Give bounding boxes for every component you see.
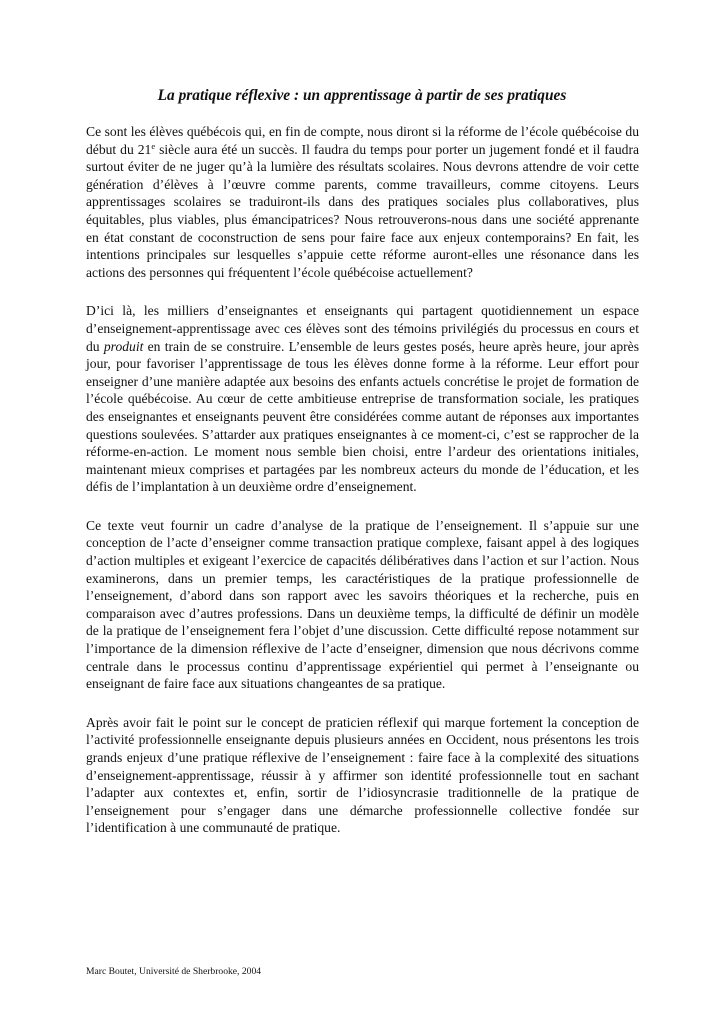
document-title: La pratique réflexive : un apprentissage à partir de ses pratiques (157, 87, 567, 104)
paragraph-2 (86, 302, 639, 496)
paragraph-2-text-start: D’ici là, les milliers d’enseignantes et enseignants qui partagent quotidiennement un espace d’enseignement-apprentissage avec ces élèves sont des témoins privilégiés du processus en cours et du (86, 303, 639, 354)
paragraph-1-text-start: Ce sont les élèves québécois qui, en fin de compte, nous diront si la réforme de l’école québécoise du début du 21 (86, 124, 639, 157)
century-superscript: e (151, 140, 156, 151)
paragraph-2-text-end: en train de se construire. L’ensemble de leurs gestes posés, heure après heure, jour après jour, pour favoriser l’apprentissage de tous les élèves donne forme à la réforme. Leur effort pour enseigner d’une manière adaptée aux besoins des enfants actuels concrétise le projet de formation de l’école québécoise. Au cœur de cette ambitieuse entreprise de transformation sociale, les pratiques des enseignantes et enseignants peuvent être considérées comme autant de réponses aux importantes questions soulevées. S’attarder aux pratiques enseignantes à ce moment-ci, c’est se rapprocher de la réforme-en-action. Le moment nous semble bien choisi, entre l’ardeur des orientations initiales, maintenant mieux comprises et partagées par les nombreux acteurs du monde de l’éducation, et les défis de l’implantation à un deuxième ordre d’enseignement. (86, 338, 639, 495)
paragraph-1-text-end: siècle aura été un succès. Il faudra du temps pour porter un jugement fondé et il faudra surtout éviter de ne juger qu’à la lumière des résultats scolaires. Nous devrons attendre de voir cette génération d’élèves à l’œuvre comme parents, comme travailleurs, comme citoyens. Leurs apprentissages scolaires se traduiront-ils dans des pratiques sociales plus collaboratives, plus équitables, plus viables, plus émancipatrices? Nous retrouverons-nous dans une société apprenante en état constant de coconstruction de sens pour faire face aux enjeux contemporains? En fait, les intentions principales sur lesquelles s’appuie cette réforme auront-elles une résonance dans les actions des personnes qui fréquentent l’école québécoise actuellement? (86, 141, 639, 280)
paragraph-4: Après avoir fait le point sur le concept de praticien réflexif qui marque fortement la conception de l’activité professionnelle enseignante depuis plusieurs années en Occident, nous présentons les trois grands enjeux d’une pratique réflexive de l’enseignement : faire face à la complexité des situations d’enseignement-apprentissage, réussir à y affirmer son identité professionnelle tout en sachant l’adapter aux contextes et, enfin, sortir de l’idiosyncrasie traditionnelle de la pratique de l’enseignement pour s’engager dans une démarche professionnelle collective fondée sur l’identification à une communauté de pratique. (86, 714, 639, 836)
paragraph-1 (86, 123, 639, 281)
paragraph-3: Ce texte veut fournir un cadre d’analyse de la pratique de l’enseignement. Il s’appuie sur une conception de l’acte d’enseigner comme transaction pratique complexe, faisant appel à des logiques d’action multiples et exigeant l’exercice de capacités délibératives dans l’action et sur l’action. Nous examinerons, dans un premier temps, les caractéristiques de la pratique professionnelle de l’enseignement, d’abord dans son rapport avec les savoirs théoriques et la recherche, puis en comparaison avec d’autres professions. Dans un deuxième temps, la difficulté de définir un modèle de la pratique de l’enseignement fera l’objet d’une discussion. Cette difficulté repose notamment sur l’importance de la dimension réflexive de l’acte d’enseigner, dimension que nous décrivons comme centrale dans le processus continu d’apprentissage expérientiel qui permet à l’enseignante ou enseignant de faire face aux situations changeantes de sa pratique. (86, 517, 639, 692)
page-footer: Marc Boutet, Université de Sherbrooke, 2004 (86, 966, 262, 977)
document-body (86, 123, 639, 837)
italic-word: produit (103, 338, 144, 354)
